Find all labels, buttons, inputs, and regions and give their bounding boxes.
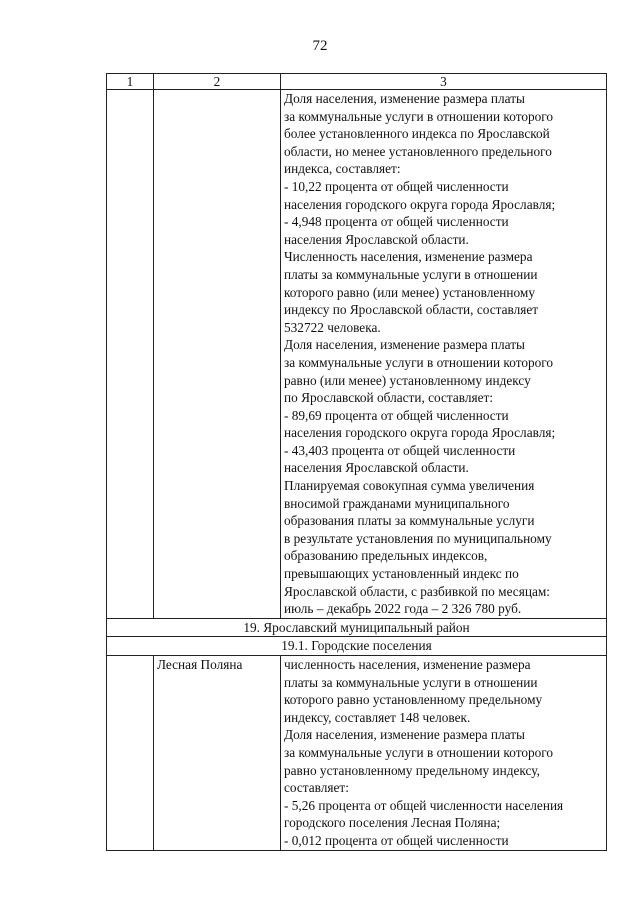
text-line: по Ярославской области, составляет: <box>284 390 494 406</box>
text-line: Ярославской области, с разбивкой по месяцам: <box>284 583 550 599</box>
text-line: равно (или менее) установленному индексу <box>284 372 531 388</box>
text-line: численность населения, изменение размера <box>284 657 531 672</box>
text-line: Численность населения, изменение размера <box>284 249 533 265</box>
text-line: населения городского округа города Ярославля; <box>284 425 556 441</box>
table-row <box>107 90 607 619</box>
text-line: Доля населения, изменение размера платы <box>284 727 525 743</box>
text-line: Планируемая совокупная сумма увеличения <box>284 478 535 494</box>
section-row <box>107 637 607 656</box>
row2-col1 <box>107 656 154 851</box>
row1-description <box>281 90 607 619</box>
text-line: более установленного индекса по Ярославской <box>284 126 550 142</box>
row1-col1 <box>107 90 154 619</box>
text-line: населения городского округа города Ярославля; <box>284 196 556 212</box>
section-row <box>107 618 607 637</box>
text-line: равно установленному предельному индексу, <box>284 762 540 778</box>
header-col-3: 3 <box>281 74 607 90</box>
text-line: июль – декабрь 2022 года – 2 326 780 руб. <box>284 601 522 617</box>
header-col-2: 2 <box>154 74 281 90</box>
text-line: 532722 человека. <box>284 319 381 335</box>
text-line: индекса, составляет: <box>284 161 401 177</box>
table-row <box>107 656 607 851</box>
section-heading-district: 19. Ярославский муниципальный район <box>107 618 607 637</box>
text-line: - 10,22 процента от общей численности <box>284 178 509 194</box>
row2-description <box>281 656 607 851</box>
row1-col2 <box>154 90 281 619</box>
text-line: области, но менее установленного предельного <box>284 143 552 159</box>
text-line: вносимой гражданами муниципального <box>284 495 510 511</box>
data-table <box>106 73 607 851</box>
text-line: городского поселения Лесная Поляна; <box>284 815 501 831</box>
text-line: составляет: <box>284 780 349 796</box>
text-line: платы за коммунальные услуги в отношении <box>284 674 538 690</box>
text-line: которого равно установленному предельному <box>284 692 543 708</box>
text-line: платы за коммунальные услуги в отношении <box>284 266 538 282</box>
text-line: за коммунальные услуги в отношении которого <box>284 108 554 124</box>
page-number: 72 <box>312 38 328 54</box>
text-line: - 43,403 процента от общей численности <box>284 442 516 458</box>
text-line: населения Ярославской области. <box>284 231 469 247</box>
text-line: образования платы за коммунальные услуги <box>284 513 535 529</box>
table-header-row <box>107 74 607 90</box>
text-line: - 5,26 процента от общей численности населения <box>284 797 564 813</box>
header-col-1: 1 <box>107 74 154 90</box>
text-line: в результате установления по муниципальному <box>284 530 552 546</box>
section-heading-subdistrict: 19.1. Городские поселения <box>107 637 607 656</box>
text-line: индексу, составляет 148 человек. <box>284 709 471 725</box>
text-line: за коммунальные услуги в отношении которого <box>284 354 554 370</box>
text-line: за коммунальные услуги в отношении которого <box>284 744 554 760</box>
text-line: - 89,69 процента от общей численности <box>284 407 509 423</box>
text-line: образованию предельных индексов, <box>284 548 488 564</box>
text-line: населения Ярославской области. <box>284 460 469 476</box>
text-line: - 4,948 процента от общей численности <box>284 214 509 230</box>
text-line: превышающих установленный индекс по <box>284 566 519 582</box>
row2-settlement-name: Лесная Поляна <box>154 656 281 851</box>
text-line: индексу по Ярославской области, составляет <box>284 302 539 318</box>
text-line: которого равно (или менее) установленному <box>284 284 535 300</box>
text-line: - 0,012 процента от общей численности <box>284 832 509 848</box>
text-line: Доля населения, изменение размера платы <box>284 91 525 106</box>
text-line: Доля населения, изменение размера платы <box>284 337 525 353</box>
